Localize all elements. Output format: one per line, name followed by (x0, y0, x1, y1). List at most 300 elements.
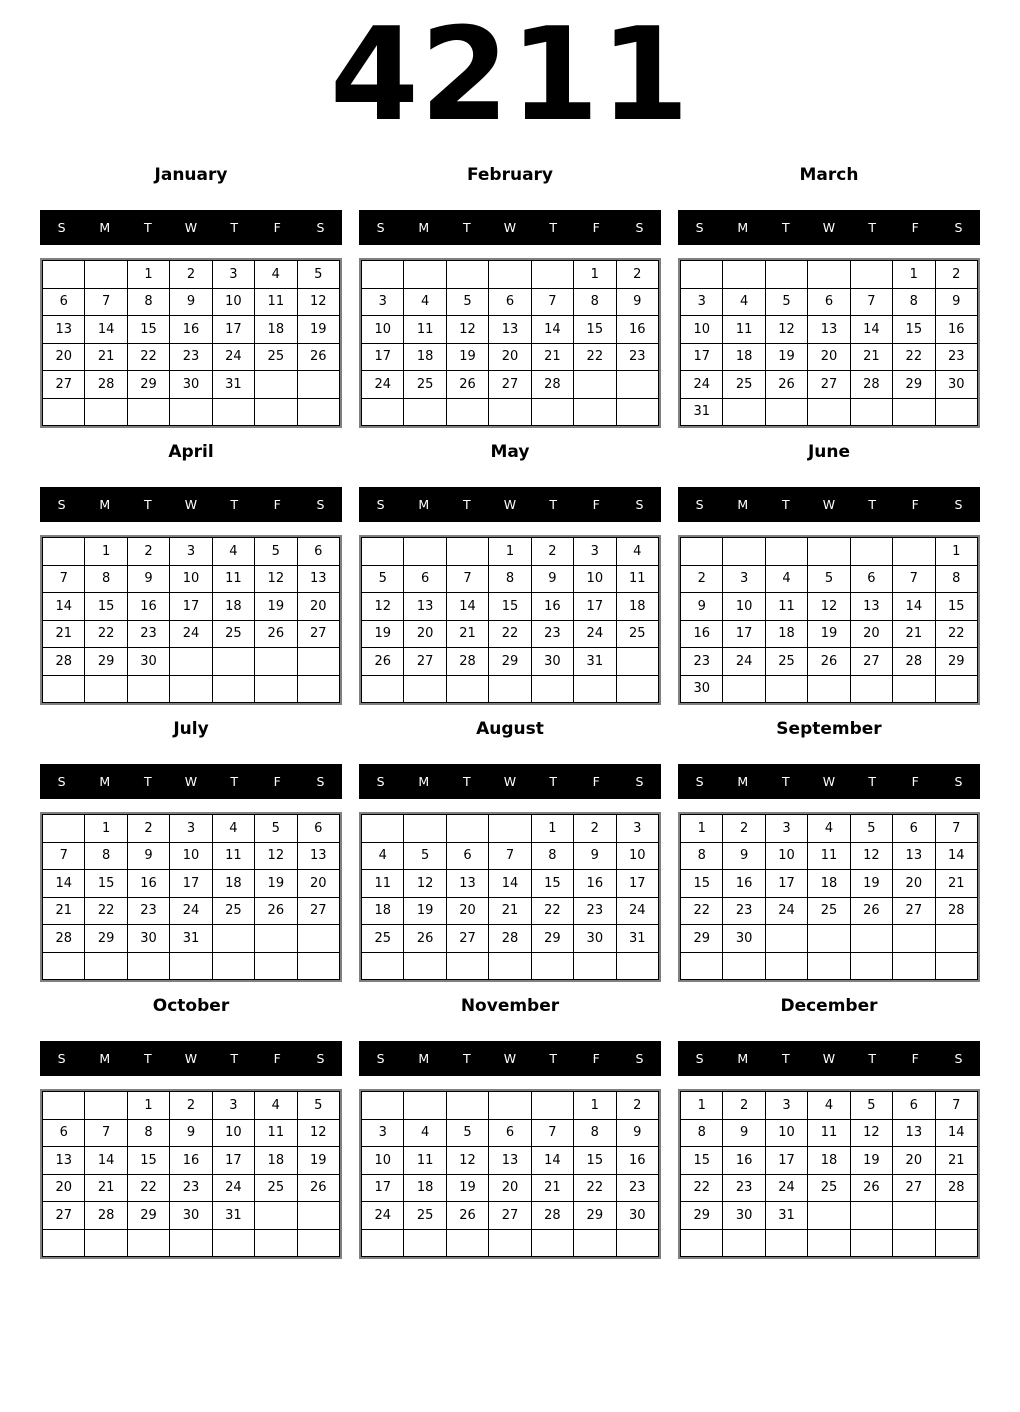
day-cell (446, 398, 488, 426)
month-grid (40, 1089, 342, 1259)
day-cell: 25 (765, 648, 807, 676)
day-cell: 30 (616, 1202, 658, 1230)
day-cell: 10 (765, 842, 807, 870)
week-row (681, 538, 978, 566)
day-cell (255, 371, 297, 399)
week-row (362, 565, 659, 593)
day-cell: 5 (255, 538, 297, 566)
weekday-header-bar (359, 764, 661, 799)
day-cell (127, 952, 169, 980)
week-row (43, 343, 340, 371)
week-row (362, 620, 659, 648)
day-cell: 21 (850, 343, 892, 371)
day-cell: 28 (43, 648, 85, 676)
day-cell: 1 (681, 1092, 723, 1120)
day-cell: 12 (255, 842, 297, 870)
weekday-label: W (503, 774, 517, 789)
day-cell: 10 (681, 316, 723, 344)
day-cell: 15 (935, 593, 977, 621)
day-cell: 9 (616, 1119, 658, 1147)
weekday-label: M (99, 497, 111, 512)
month-grid (359, 258, 661, 428)
weekday-label: T (463, 497, 471, 512)
day-cell (255, 952, 297, 980)
day-cell: 24 (170, 897, 212, 925)
day-cell: 24 (574, 620, 616, 648)
day-cell (297, 648, 339, 676)
weekday-label: S (695, 1051, 704, 1066)
day-cell: 17 (362, 343, 404, 371)
day-cell: 25 (808, 1174, 850, 1202)
week-row (681, 870, 978, 898)
day-cell: 12 (297, 288, 339, 316)
day-cell: 16 (127, 870, 169, 898)
day-cell: 13 (808, 316, 850, 344)
week-row (43, 842, 340, 870)
day-cell: 29 (893, 371, 935, 399)
day-cell: 27 (297, 897, 339, 925)
day-cell (765, 538, 807, 566)
weekday-label: T (463, 1051, 471, 1066)
day-cell: 13 (43, 1147, 85, 1175)
day-cell: 1 (127, 1092, 169, 1120)
day-cell: 22 (574, 343, 616, 371)
day-cell: 6 (297, 538, 339, 566)
day-cell: 4 (808, 1092, 850, 1120)
weekday-label: S (316, 1051, 325, 1066)
day-cell (43, 1229, 85, 1257)
day-cell: 28 (893, 648, 935, 676)
day-cell: 14 (935, 1119, 977, 1147)
day-cell: 28 (85, 1202, 127, 1230)
day-cell: 8 (681, 1119, 723, 1147)
day-cell (681, 952, 723, 980)
day-cell: 14 (85, 1147, 127, 1175)
week-row (43, 398, 340, 426)
day-cell: 26 (255, 897, 297, 925)
weekday-label: M (418, 220, 430, 235)
weekday-label: T (549, 1051, 557, 1066)
day-cell (297, 675, 339, 703)
day-cell: 23 (127, 897, 169, 925)
day-cell (85, 261, 127, 289)
day-cell: 23 (681, 648, 723, 676)
weekday-label: T (463, 774, 471, 789)
weekday-label: S (695, 497, 704, 512)
day-cell: 19 (297, 1147, 339, 1175)
day-cell (212, 675, 254, 703)
day-cell: 18 (723, 343, 765, 371)
day-cell: 12 (850, 842, 892, 870)
day-cell: 14 (850, 316, 892, 344)
day-cell (850, 952, 892, 980)
day-cell (170, 675, 212, 703)
month-november (359, 995, 661, 1259)
weekday-label: S (695, 220, 704, 235)
day-cell: 2 (170, 1092, 212, 1120)
day-cell (935, 398, 977, 426)
day-cell: 3 (765, 815, 807, 843)
weekday-label: F (911, 497, 919, 512)
day-cell: 16 (723, 870, 765, 898)
day-cell: 4 (404, 288, 446, 316)
weekday-label: S (695, 774, 704, 789)
day-cell: 9 (531, 565, 573, 593)
weekday-label: M (99, 220, 111, 235)
week-row (681, 1202, 978, 1230)
day-cell: 4 (404, 1119, 446, 1147)
day-cell: 20 (404, 620, 446, 648)
day-cell (255, 1229, 297, 1257)
day-cell (531, 1092, 573, 1120)
day-cell: 28 (935, 897, 977, 925)
day-cell: 18 (404, 343, 446, 371)
day-cell (43, 675, 85, 703)
weekday-label: W (503, 220, 517, 235)
month-date-table (361, 814, 659, 980)
day-cell: 20 (893, 1147, 935, 1175)
day-cell (893, 398, 935, 426)
day-cell (43, 952, 85, 980)
day-cell: 26 (765, 371, 807, 399)
day-cell: 8 (531, 842, 573, 870)
month-title: September (776, 719, 882, 739)
day-cell: 28 (850, 371, 892, 399)
day-cell (808, 1202, 850, 1230)
day-cell: 8 (893, 288, 935, 316)
day-cell: 9 (574, 842, 616, 870)
day-cell: 21 (531, 1174, 573, 1202)
day-cell: 3 (170, 538, 212, 566)
week-row (43, 620, 340, 648)
day-cell (893, 1202, 935, 1230)
month-date-table (361, 1091, 659, 1257)
day-cell: 31 (681, 398, 723, 426)
day-cell: 11 (404, 1147, 446, 1175)
weekday-label: W (184, 220, 198, 235)
day-cell (43, 261, 85, 289)
day-cell: 4 (255, 261, 297, 289)
weekday-label: F (273, 220, 281, 235)
day-cell: 16 (681, 620, 723, 648)
day-cell: 9 (723, 842, 765, 870)
week-row (43, 952, 340, 980)
day-cell (446, 538, 488, 566)
day-cell (723, 675, 765, 703)
weekday-label: T (549, 220, 557, 235)
month-title: January (154, 165, 228, 185)
day-cell: 12 (850, 1119, 892, 1147)
day-cell: 13 (404, 593, 446, 621)
month-title: June (807, 442, 851, 462)
day-cell: 31 (170, 925, 212, 953)
day-cell: 21 (43, 897, 85, 925)
day-cell: 6 (808, 288, 850, 316)
month-september (678, 718, 980, 982)
day-cell: 14 (935, 842, 977, 870)
weekday-label: F (273, 497, 281, 512)
day-cell: 20 (893, 870, 935, 898)
day-cell: 19 (255, 870, 297, 898)
day-cell: 18 (808, 870, 850, 898)
day-cell: 5 (404, 842, 446, 870)
weekday-header-bar (678, 764, 980, 799)
day-cell (808, 538, 850, 566)
month-february (359, 164, 661, 428)
month-grid (359, 535, 661, 705)
day-cell: 4 (723, 288, 765, 316)
month-date-table (42, 537, 340, 703)
day-cell (531, 952, 573, 980)
day-cell: 27 (43, 1202, 85, 1230)
day-cell: 18 (255, 1147, 297, 1175)
day-cell: 27 (489, 1202, 531, 1230)
day-cell: 28 (446, 648, 488, 676)
day-cell (893, 952, 935, 980)
day-cell: 20 (297, 593, 339, 621)
week-row (681, 288, 978, 316)
day-cell: 20 (43, 343, 85, 371)
week-row (43, 675, 340, 703)
day-cell: 1 (893, 261, 935, 289)
week-row (362, 675, 659, 703)
day-cell: 4 (616, 538, 658, 566)
day-cell: 25 (255, 343, 297, 371)
day-cell: 6 (446, 842, 488, 870)
day-cell: 12 (808, 593, 850, 621)
day-cell: 11 (723, 316, 765, 344)
day-cell: 7 (850, 288, 892, 316)
day-cell (765, 675, 807, 703)
day-cell: 19 (765, 343, 807, 371)
day-cell: 27 (43, 371, 85, 399)
day-cell (255, 398, 297, 426)
day-cell: 24 (212, 1174, 254, 1202)
day-cell: 15 (574, 316, 616, 344)
weekday-label: T (868, 497, 876, 512)
day-cell (765, 952, 807, 980)
day-cell: 13 (893, 1119, 935, 1147)
day-cell (446, 1092, 488, 1120)
weekday-label: T (782, 774, 790, 789)
day-cell: 18 (808, 1147, 850, 1175)
day-cell (255, 648, 297, 676)
day-cell: 14 (489, 870, 531, 898)
week-row (43, 316, 340, 344)
week-row (681, 343, 978, 371)
day-cell: 9 (935, 288, 977, 316)
day-cell: 15 (85, 870, 127, 898)
day-cell: 20 (43, 1174, 85, 1202)
day-cell (723, 1229, 765, 1257)
week-row (362, 1202, 659, 1230)
month-april (40, 441, 342, 705)
day-cell: 5 (808, 565, 850, 593)
day-cell: 27 (446, 925, 488, 953)
day-cell: 3 (681, 288, 723, 316)
day-cell (446, 952, 488, 980)
day-cell (85, 1092, 127, 1120)
day-cell: 10 (616, 842, 658, 870)
day-cell: 26 (362, 648, 404, 676)
week-row (681, 925, 978, 953)
week-row (681, 1092, 978, 1120)
month-date-table (680, 260, 978, 426)
day-cell: 14 (43, 870, 85, 898)
day-cell: 29 (935, 648, 977, 676)
day-cell: 22 (85, 620, 127, 648)
day-cell (489, 815, 531, 843)
week-row (43, 288, 340, 316)
day-cell: 24 (212, 343, 254, 371)
month-date-table (680, 1091, 978, 1257)
day-cell: 6 (893, 1092, 935, 1120)
weekday-label: S (635, 220, 644, 235)
day-cell (616, 952, 658, 980)
day-cell (489, 675, 531, 703)
day-cell (808, 398, 850, 426)
day-cell (362, 815, 404, 843)
week-row (43, 815, 340, 843)
day-cell (362, 1092, 404, 1120)
weekday-label: S (635, 497, 644, 512)
day-cell: 12 (297, 1119, 339, 1147)
day-cell: 11 (808, 842, 850, 870)
day-cell: 25 (616, 620, 658, 648)
day-cell: 26 (255, 620, 297, 648)
day-cell: 29 (127, 1202, 169, 1230)
month-july (40, 718, 342, 982)
day-cell (616, 398, 658, 426)
day-cell: 19 (297, 316, 339, 344)
week-row (43, 1119, 340, 1147)
day-cell: 1 (574, 1092, 616, 1120)
day-cell: 24 (723, 648, 765, 676)
day-cell: 3 (723, 565, 765, 593)
day-cell (43, 398, 85, 426)
day-cell: 19 (404, 897, 446, 925)
day-cell: 7 (531, 1119, 573, 1147)
day-cell: 3 (212, 261, 254, 289)
day-cell: 2 (127, 538, 169, 566)
day-cell (127, 675, 169, 703)
weekday-label: F (592, 1051, 600, 1066)
day-cell: 7 (893, 565, 935, 593)
week-row (43, 538, 340, 566)
day-cell: 14 (531, 316, 573, 344)
day-cell: 23 (723, 1174, 765, 1202)
day-cell (446, 815, 488, 843)
weekday-label: S (376, 220, 385, 235)
day-cell (935, 952, 977, 980)
day-cell: 24 (170, 620, 212, 648)
weekday-header-bar (40, 1041, 342, 1076)
day-cell: 24 (616, 897, 658, 925)
day-cell: 3 (616, 815, 658, 843)
day-cell: 29 (85, 925, 127, 953)
day-cell (723, 538, 765, 566)
day-cell: 26 (446, 371, 488, 399)
day-cell (616, 648, 658, 676)
day-cell (935, 675, 977, 703)
day-cell: 11 (255, 1119, 297, 1147)
day-cell: 2 (681, 565, 723, 593)
day-cell: 25 (404, 1202, 446, 1230)
day-cell: 7 (935, 1092, 977, 1120)
day-cell: 8 (681, 842, 723, 870)
day-cell: 2 (723, 1092, 765, 1120)
day-cell: 20 (489, 1174, 531, 1202)
day-cell (404, 675, 446, 703)
weekday-header-bar (40, 210, 342, 245)
day-cell: 11 (212, 565, 254, 593)
day-cell (404, 538, 446, 566)
day-cell (255, 925, 297, 953)
weekday-label: F (592, 497, 600, 512)
day-cell: 31 (574, 648, 616, 676)
weekday-label: T (144, 497, 152, 512)
day-cell (850, 1202, 892, 1230)
day-cell: 23 (170, 1174, 212, 1202)
day-cell: 29 (574, 1202, 616, 1230)
day-cell: 26 (850, 897, 892, 925)
day-cell: 11 (808, 1119, 850, 1147)
day-cell: 21 (43, 620, 85, 648)
weekday-label: F (911, 774, 919, 789)
weekday-label: S (376, 1051, 385, 1066)
day-cell (404, 1229, 446, 1257)
day-cell: 8 (574, 1119, 616, 1147)
day-cell: 5 (850, 815, 892, 843)
week-row (362, 1229, 659, 1257)
day-cell: 6 (43, 1119, 85, 1147)
day-cell (850, 675, 892, 703)
day-cell: 22 (935, 620, 977, 648)
day-cell: 19 (255, 593, 297, 621)
day-cell: 21 (85, 1174, 127, 1202)
day-cell: 27 (297, 620, 339, 648)
day-cell: 18 (212, 870, 254, 898)
day-cell: 30 (723, 1202, 765, 1230)
weekday-label: T (868, 1051, 876, 1066)
day-cell (723, 952, 765, 980)
weekday-label: M (737, 220, 749, 235)
day-cell (85, 952, 127, 980)
week-row (43, 371, 340, 399)
month-grid (678, 812, 980, 982)
day-cell (170, 648, 212, 676)
month-title: February (466, 165, 554, 185)
day-cell (404, 398, 446, 426)
day-cell: 14 (85, 316, 127, 344)
day-cell: 18 (404, 1174, 446, 1202)
day-cell (297, 371, 339, 399)
day-cell: 18 (212, 593, 254, 621)
day-cell: 25 (212, 620, 254, 648)
weekday-label: W (503, 1051, 517, 1066)
day-cell: 26 (404, 925, 446, 953)
day-cell: 7 (489, 842, 531, 870)
day-cell (574, 398, 616, 426)
day-cell: 5 (297, 261, 339, 289)
day-cell: 23 (723, 897, 765, 925)
month-title: July (173, 719, 209, 739)
day-cell: 5 (765, 288, 807, 316)
weekday-header-bar (359, 210, 661, 245)
day-cell: 16 (170, 316, 212, 344)
day-cell: 10 (212, 1119, 254, 1147)
day-cell: 18 (255, 316, 297, 344)
